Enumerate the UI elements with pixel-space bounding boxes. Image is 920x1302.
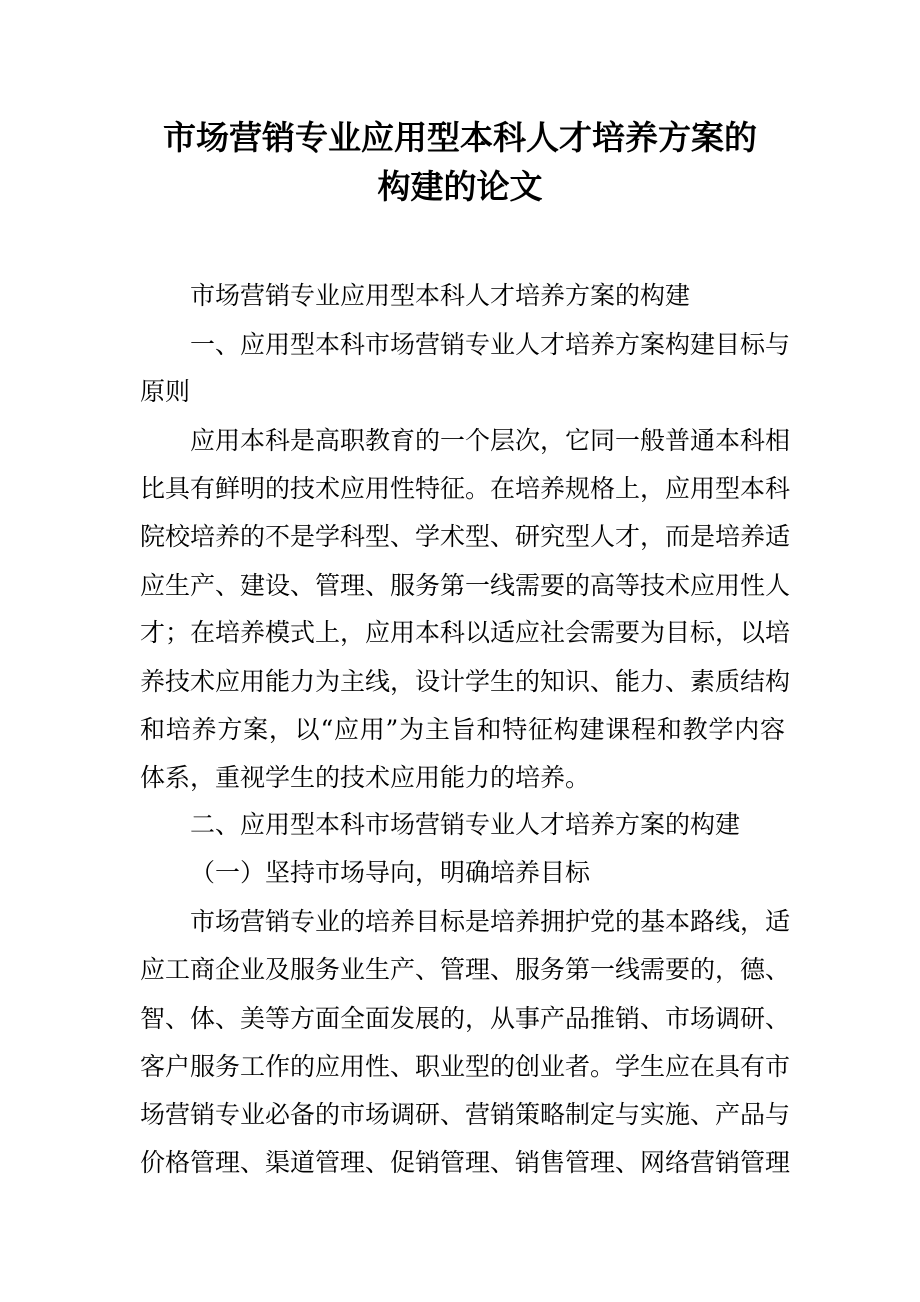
para-2-line-3: 智、体、美等方面全面发展的，从事产品推销、市场调研、 [140, 1004, 791, 1033]
para-2-line-2: 应工商企业及服务业生产、管理、服务第一线需要的，德、 [140, 955, 791, 984]
para-2-line-5: 场营销专业必备的市场调研、营销策略制定与实施、产品与 [140, 1100, 791, 1129]
section-1-line-1: 一、应用型本科市场营销专业人才培养方案构建目标与 [190, 330, 791, 359]
para-1-line-5: 才；在培养模式上，应用本科以适应社会需要为目标，以培 [140, 618, 791, 647]
title-line-2: 构建的论文 [377, 167, 543, 206]
para-2-line-6: 价格管理、渠道管理、促销管理、销售管理、网络营销管理 [140, 1148, 791, 1177]
para-2-line-1: 市场营销专业的培养目标是培养拥护党的基本路线，适 [190, 907, 791, 936]
document-heading: 市场营销专业应用型本科人才培养方案的构建 [190, 281, 691, 310]
para-1-line-3: 院校培养的不是学科型、学术型、研究型人才，而是培养适 [140, 522, 791, 551]
title-line-1: 市场营销专业应用型本科人才培养方案的 [163, 118, 757, 157]
para-1-line-6: 养技术应用能力为主线，设计学生的知识、能力、素质结构 [140, 667, 791, 696]
section-1-line-2: 原则 [140, 377, 191, 406]
para-1-line-1: 应用本科是高职教育的一个层次，它同一般普通本科相 [190, 426, 791, 455]
para-1-line-4: 应生产、建设、管理、服务第一线需要的高等技术应用性人 [140, 571, 791, 600]
para-1-line-8: 体系，重视学生的技术应用能力的培养。 [140, 763, 591, 792]
subsection-1-heading: （一）坚持市场导向，明确培养目标 [190, 858, 591, 887]
para-1-line-2: 比具有鲜明的技术应用性特征。在培养规格上，应用型本科 [140, 474, 791, 503]
para-1-line-7: 和培养方案，以“应用”为主旨和特征构建课程和教学内容 [140, 715, 785, 744]
para-2-line-4: 客户服务工作的应用性、职业型的创业者。学生应在具有市 [140, 1052, 791, 1081]
section-2-heading: 二、应用型本科市场营销专业人才培养方案的构建 [190, 810, 741, 839]
